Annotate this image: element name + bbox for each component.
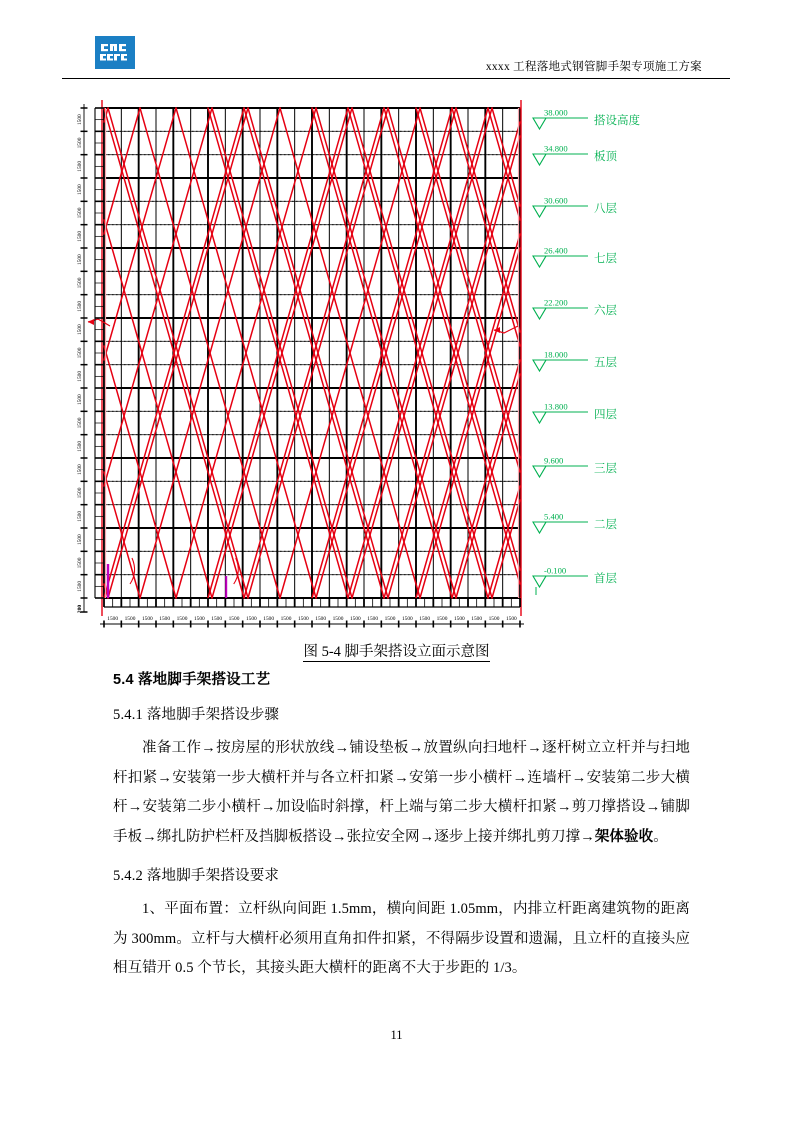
vertical-base-dimension-label: 200 xyxy=(77,604,83,614)
vertical-dimension-label: 1500 xyxy=(77,230,83,242)
vertical-dimension-label: 1500 xyxy=(77,534,83,546)
vertical-dimension-label: 1500 xyxy=(77,300,83,312)
elevation-label: 七层 xyxy=(594,253,617,265)
vertical-dimension-label: 1500 xyxy=(77,254,83,266)
horizontal-dimension-label: 1500 xyxy=(332,616,344,622)
figure-caption xyxy=(0,640,793,661)
horizontal-dimension-label: 1500 xyxy=(280,616,292,622)
vertical-dimension-label: 1500 xyxy=(77,510,83,522)
elevation-label: 八层 xyxy=(594,203,617,215)
elevation-label: 五层 xyxy=(594,357,617,369)
elevation-value: -0.100 xyxy=(544,565,567,576)
vertical-dimension-label: 1500 xyxy=(77,464,83,476)
elevation-markers xyxy=(533,108,640,596)
vertical-dimension-label: 1500 xyxy=(77,114,83,126)
figure-caption-text: 图 5-4 脚手架搭设立面示意图 xyxy=(303,644,490,660)
heading-5-4-2: 5.4.2 落地脚手架搭设要求 xyxy=(113,868,280,884)
horizontal-dimension-label: 1500 xyxy=(384,616,396,622)
elevation-value: 9.600 xyxy=(544,455,564,466)
elevation-marker xyxy=(533,196,617,218)
elevation-marker xyxy=(533,402,617,424)
horizontal-dimension-label: 1500 xyxy=(367,616,379,622)
vertical-dimension-label: 1500 xyxy=(77,160,83,172)
heading-5-4-1: 5.4.1 落地脚手架搭设步骤 xyxy=(113,707,280,723)
vertical-dimension-label: 1500 xyxy=(77,580,83,592)
elevation-marker xyxy=(533,298,617,320)
elevation-marker xyxy=(533,350,617,372)
paragraph-construction-steps xyxy=(113,734,690,852)
elevation-marker xyxy=(533,108,640,130)
horizontal-dimension-label: 1500 xyxy=(419,616,431,622)
horizontal-dimension-label: 1500 xyxy=(124,616,136,622)
elevation-value: 30.600 xyxy=(544,195,568,206)
paragraph-requirements: 1、平面布置：立杆纵向间距 1.5mm，横向间距 1.05mm，内排立杆距离建筑物的距离为 300mm。立杆与大横杆必须用直角扣件扣紧，不得隔步设置和遗漏，且立杆的直接头应相互错开 0.5 个节长，其接头距大横杆的距离不大于步距的 1/3。 xyxy=(113,901,690,976)
elevation-label: 板顶 xyxy=(594,151,617,163)
page-number: 11 xyxy=(390,1028,403,1042)
elevation-marker xyxy=(533,512,617,534)
vertical-dimension-label: 1500 xyxy=(77,394,83,406)
brace-callout xyxy=(88,319,110,326)
document-body xyxy=(113,668,690,992)
page-header xyxy=(62,30,730,79)
elevation-value: 38.000 xyxy=(544,107,568,118)
horizontal-dimension-label: 1500 xyxy=(159,616,171,622)
elevation-label: 二层 xyxy=(594,519,617,531)
level-triangle-icon xyxy=(533,466,546,477)
elevation-value: 5.400 xyxy=(544,511,564,522)
vertical-dimension-label: 1500 xyxy=(77,487,83,499)
horizontal-dimension-label: 1500 xyxy=(297,616,309,622)
horizontal-dimension-label: 1500 xyxy=(349,616,361,622)
vertical-dimension-label: 1500 xyxy=(77,440,83,452)
steps-text-part1: 准备工作→按房屋的形状放线→铺设垫板→放置纵向扫地杆→逐杆树立立杆并与扫地杆扣紧→安装第一步大横杆并与各立杆扣紧→安第一步小横杆→连墙杆→安装第二步大横杆→安装第二步小横杆→加设临时斜撑，杆上端与第二步大横杆扣紧→剪刀撑搭设→铺脚手板→绑扎防护栏杆及挡脚板搭设→张拉安全网→逐步上接并绑扎剪刀撑→ xyxy=(113,740,690,845)
level-triangle-icon xyxy=(533,118,546,129)
elevation-value: 22.200 xyxy=(544,297,568,308)
horizontal-dimension-label: 1500 xyxy=(471,616,483,622)
elevation-marker xyxy=(533,566,617,588)
horizontal-dimension-label: 1500 xyxy=(401,616,413,622)
elevation-label: 四层 xyxy=(594,409,617,421)
horizontal-dimension-label: 1500 xyxy=(228,616,240,622)
heading-5-4: 5.4 落地脚手架搭设工艺 xyxy=(113,672,271,688)
horizontal-dimension-label: 1500 xyxy=(488,616,500,622)
level-triangle-icon xyxy=(533,412,546,423)
level-triangle-icon xyxy=(533,576,546,587)
horizontal-dimension-label: 1500 xyxy=(107,616,119,622)
vertical-dimension-label: 1500 xyxy=(77,417,83,429)
elevation-value: 34.800 xyxy=(544,143,568,154)
elevation-value: 13.800 xyxy=(544,401,568,412)
horizontal-dimension-label: 1500 xyxy=(315,616,327,622)
horizontal-dimension-label: 1500 xyxy=(211,616,223,622)
horizontal-dimension-label: 1500 xyxy=(436,616,448,622)
vertical-dimension-label: 1500 xyxy=(77,207,83,219)
elevation-marker xyxy=(533,144,617,166)
elevation-value: 26.400 xyxy=(544,245,568,256)
horizontal-dimension-label: 1500 xyxy=(141,616,153,622)
elevation-value: 18.000 xyxy=(544,349,568,360)
vertical-dimension-label: 1500 xyxy=(77,184,83,196)
steps-text-part3: 。 xyxy=(653,828,668,845)
elevation-label: 三层 xyxy=(594,463,617,475)
header-document-title: xxxx 工程落地式钢管脚手架专项施工方案 xyxy=(485,61,702,73)
vertical-dimension-label: 1500 xyxy=(77,347,83,359)
elevation-marker xyxy=(533,456,617,478)
level-triangle-icon xyxy=(533,522,546,533)
scaffold-elevation-drawing xyxy=(62,98,730,638)
elevation-marker xyxy=(533,246,617,268)
elevation-label: 首层 xyxy=(594,573,617,585)
cscec-logo-icon xyxy=(95,36,135,69)
vertical-dimension-label: 1500 xyxy=(77,557,83,569)
horizontal-dimension-label: 1500 xyxy=(453,616,465,622)
level-triangle-icon xyxy=(533,256,546,267)
elevation-label: 搭设高度 xyxy=(594,115,640,127)
level-triangle-icon xyxy=(533,154,546,165)
vertical-dimension-label: 1500 xyxy=(77,137,83,149)
elevation-label: 六层 xyxy=(594,305,617,317)
horizontal-dimension-label: 1500 xyxy=(193,616,205,622)
level-triangle-icon xyxy=(533,360,546,371)
vertical-dimension-label: 1500 xyxy=(77,277,83,289)
level-triangle-icon xyxy=(533,308,546,319)
steps-text-bold: 架体验收 xyxy=(594,828,654,845)
vertical-dimension-label: 1500 xyxy=(77,370,83,382)
level-triangle-icon xyxy=(533,206,546,217)
vertical-dimension-label: 1500 xyxy=(77,324,83,336)
horizontal-dimension-label: 1500 xyxy=(505,616,517,622)
horizontal-dimension-label: 1500 xyxy=(176,616,188,622)
scaffold-elevation-figure xyxy=(62,98,730,638)
horizontal-dimension-label: 1500 xyxy=(245,616,257,622)
horizontal-dimension-label: 1500 xyxy=(263,616,275,622)
